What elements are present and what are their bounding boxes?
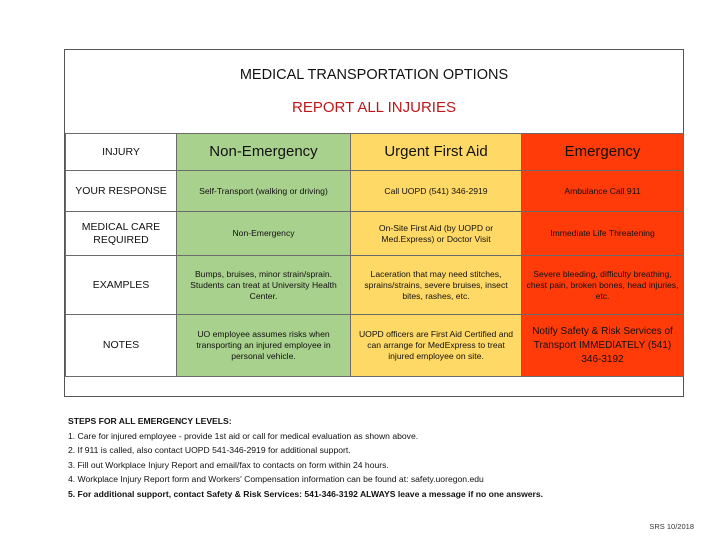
table-row [66, 171, 684, 212]
table-header-row [66, 134, 684, 171]
table-cell: Self-Transport (walking or driving) [177, 171, 351, 212]
step-item: 1. Care for injured employee - provide 1st aid or call for medical evaluation as shown above. [68, 430, 419, 441]
table-cell: Bumps, bruises, minor strain/sprain. Students can treat at University Health Center. [177, 256, 351, 315]
page-subtitle: REPORT ALL INJURIES [292, 99, 456, 116]
table-cell: On-Site First Aid (by UOPD or Med.Express) or Doctor Visit [351, 212, 522, 256]
table-cell: UOPD officers are First Aid Certified and can arrange for MedExpress to treat injured employee on site. [351, 315, 522, 377]
table-cell: Severe bleeding, difficulty breathing, chest pain, broken bones, head injuries, etc. [522, 256, 684, 315]
row-label: INJURY [66, 134, 177, 171]
table-row [66, 256, 684, 315]
row-label: NOTES [66, 315, 177, 377]
column-header-non-emergency: Non-Emergency [177, 134, 351, 171]
column-header-urgent-first-aid: Urgent First Aid [351, 134, 522, 171]
table-cell: Laceration that may need stitches, sprains/strains, severe bruises, insect bites, rashes, etc. [351, 256, 522, 315]
step-item: 2. If 911 is called, also contact UOPD 541-346-2919 for additional support. [68, 445, 351, 456]
table-cell: UO employee assumes risks when transporting an injured employee in personal vehicle. [177, 315, 351, 377]
step-item: 4. Workplace Injury Report form and Workers' Compensation information can be found at: safety.uoregon.edu [68, 474, 484, 485]
step-item: 5. For additional support, contact Safety & Risk Services: 541-346-3192 ALWAYS leave a message if no one answers. [68, 488, 544, 499]
table-cell: Ambulance Call 911 [522, 171, 684, 212]
transport-options-table [65, 133, 684, 377]
row-label: MEDICAL CARE REQUIRED [66, 212, 177, 256]
table-row [66, 212, 684, 256]
row-label: YOUR RESPONSE [66, 171, 177, 212]
steps-heading: STEPS FOR ALL EMERGENCY LEVELS: [68, 416, 232, 426]
table-cell: Call UOPD (541) 346-2919 [351, 171, 522, 212]
steps-section [68, 414, 688, 502]
transport-options-panel [64, 49, 684, 397]
row-label: EXAMPLES [66, 256, 177, 315]
step-item: 3. Fill out Workplace Injury Report and email/fax to contacts on form within 24 hours. [68, 459, 389, 470]
page-title: MEDICAL TRANSPORTATION OPTIONS [239, 67, 509, 83]
table-row [66, 315, 684, 377]
table-cell: Immediate Life Threatening [522, 212, 684, 256]
table-cell: Non-Emergency [177, 212, 351, 256]
revision-footer: SRS 10/2018 [649, 522, 694, 531]
column-header-emergency: Emergency [522, 134, 684, 171]
table-cell: Notify Safety & Risk Services of Transport IMMEDIATELY (541) 346-3192 [522, 315, 684, 377]
